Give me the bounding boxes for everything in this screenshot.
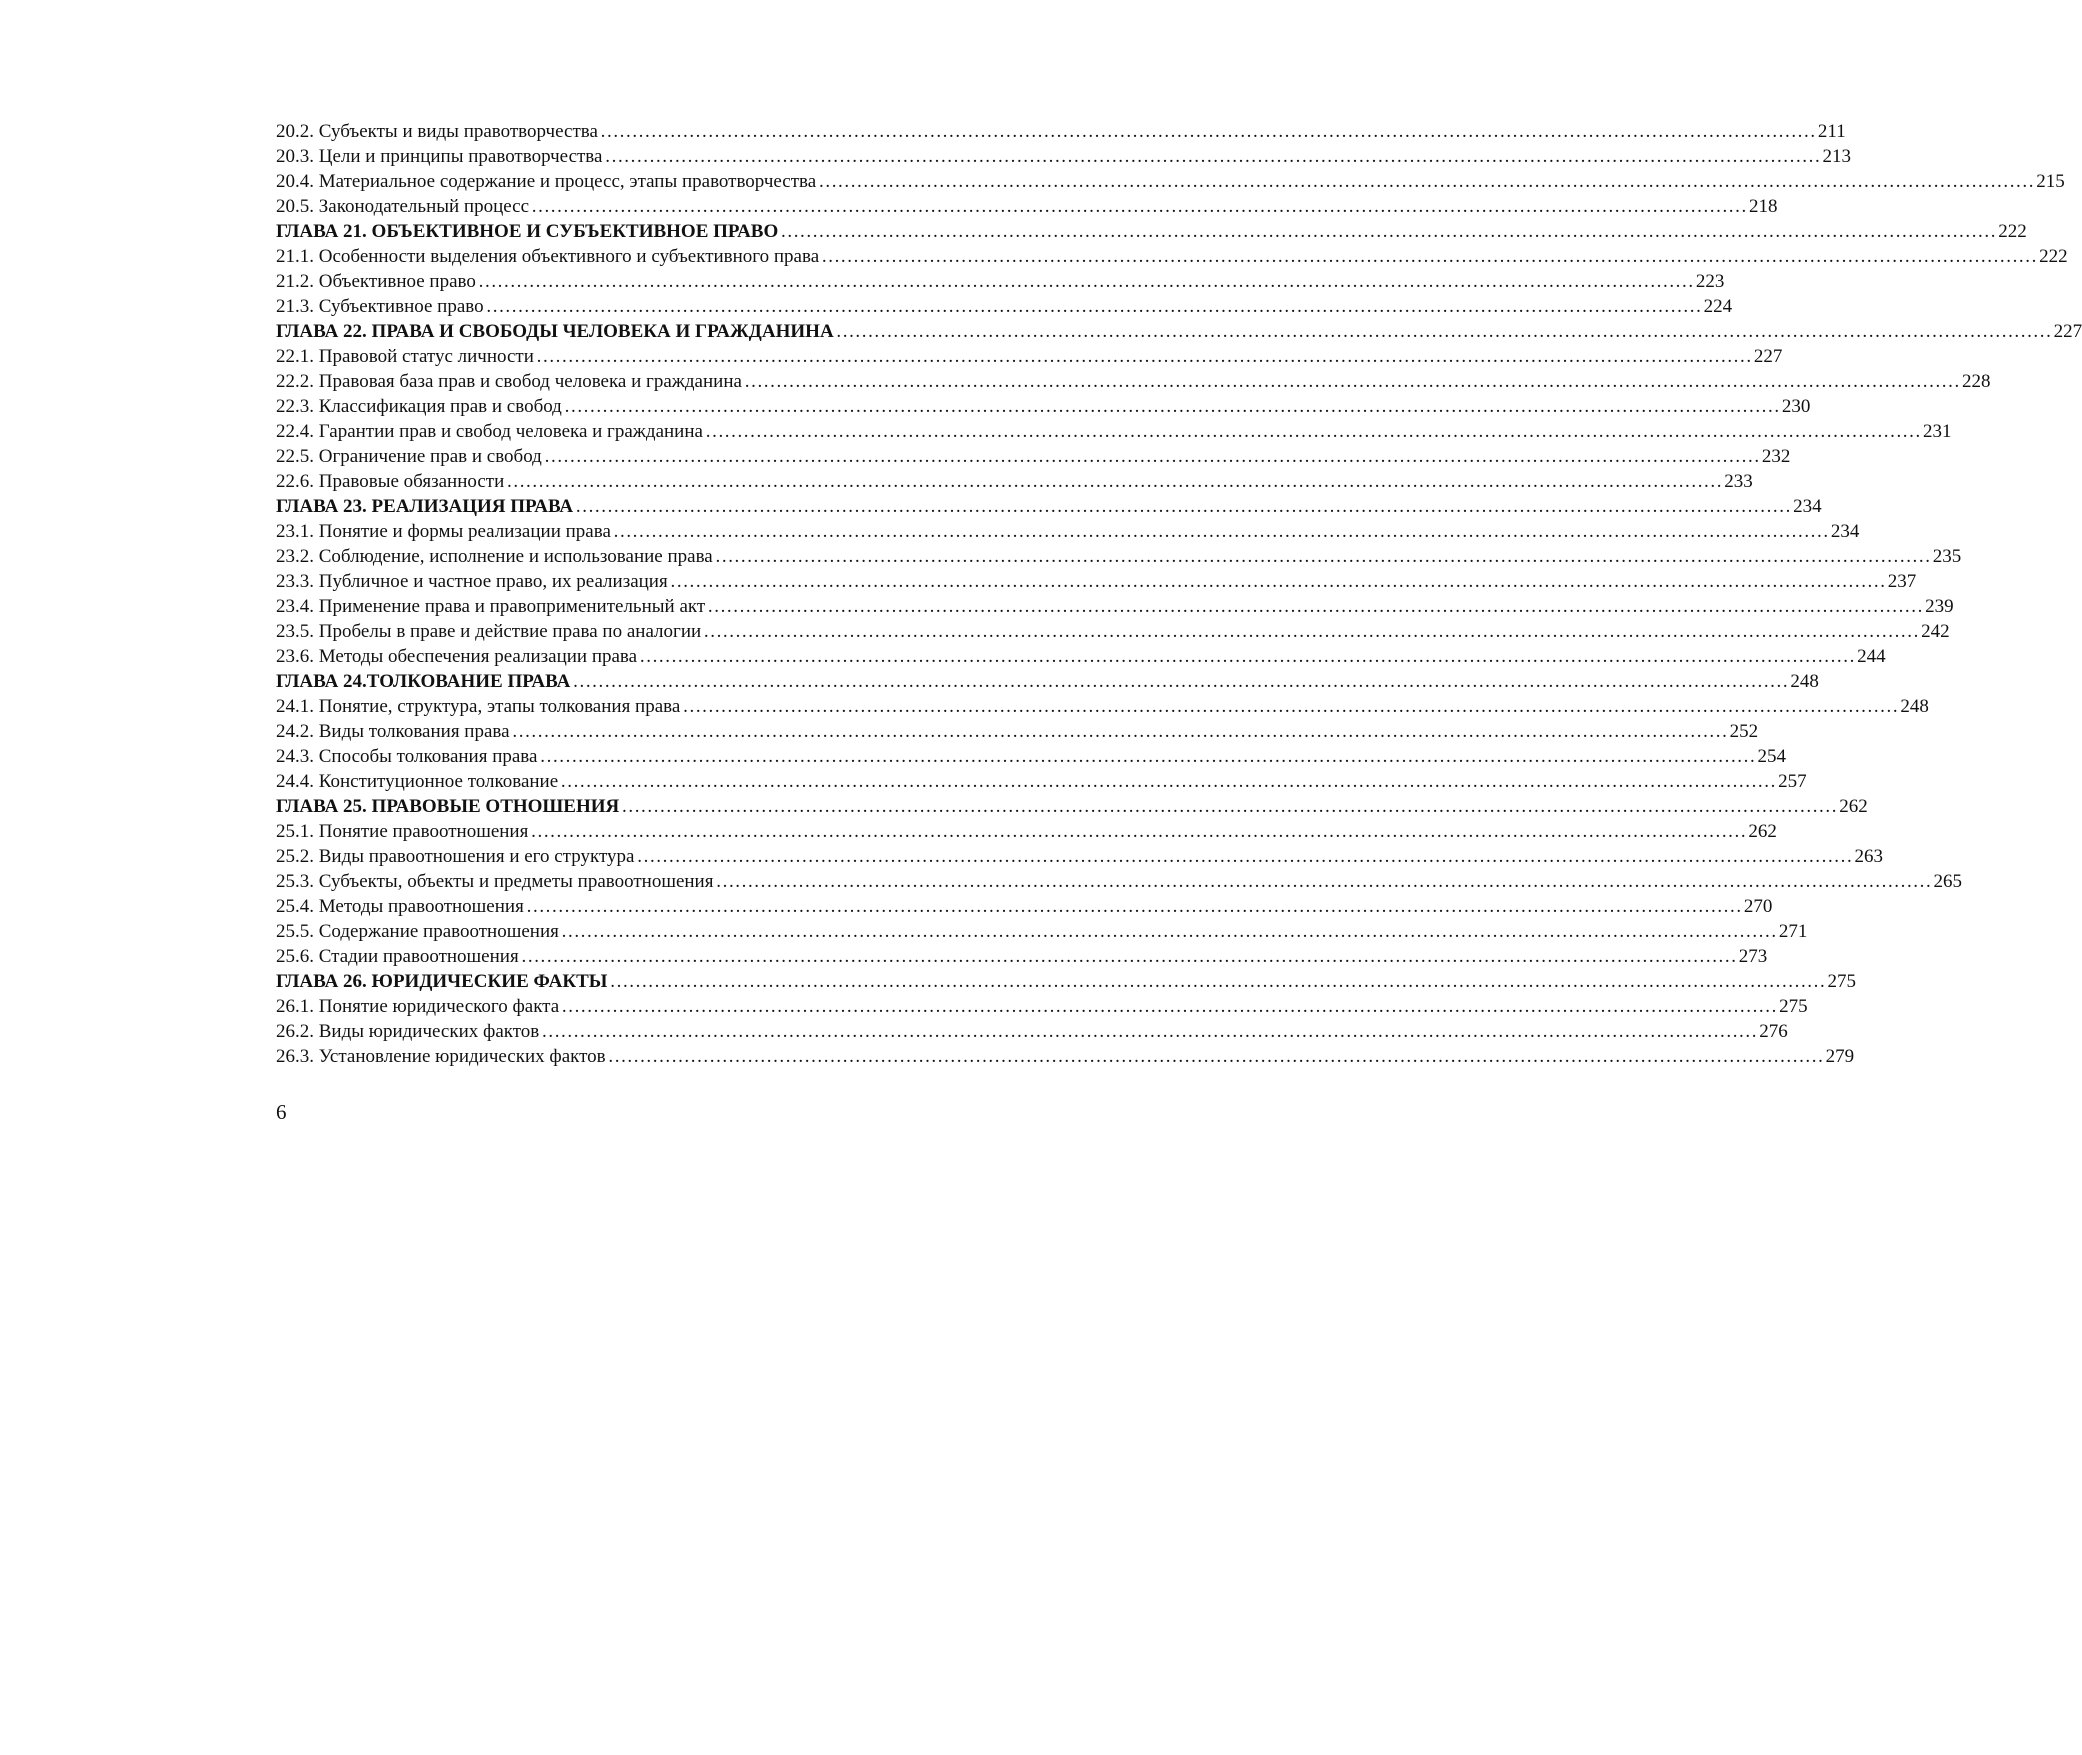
toc-entry-page: 227 [1753, 346, 1783, 367]
toc-entry-title: 21.3. Субъективное право [276, 296, 484, 317]
page-number: 6 [276, 1100, 287, 1124]
toc-entry-page: 223 [1695, 271, 1725, 292]
toc-section-row [276, 269, 1725, 294]
toc-dot-leader [600, 119, 1816, 144]
toc-entry-page: 213 [1822, 146, 1851, 167]
toc-entry-title: 23.4. Применение права и правоприменительный акт [276, 596, 706, 617]
toc-dot-leader [836, 319, 2052, 344]
toc-section-row [276, 344, 1783, 369]
toc-section-row [276, 1044, 1855, 1069]
toc-chapter-row [276, 319, 2082, 344]
toc-entry-title: 24.1. Понятие, структура, этапы толкования права [276, 696, 681, 717]
toc-entry-page: 211 [1817, 121, 1846, 142]
toc-entry-page: 215 [2036, 171, 2065, 192]
toc-entry-page: 262 [1839, 796, 1868, 817]
toc-section-row [276, 1019, 1788, 1044]
toc-dot-leader [639, 644, 1855, 669]
toc-entry-page: 232 [1761, 446, 1791, 467]
toc-dot-leader [707, 594, 1923, 619]
toc-section-row [276, 744, 1786, 769]
toc-entry-title: ГЛАВА 24.ТОЛКОВАНИЕ ПРАВА [276, 671, 571, 692]
toc-entry-page: 224 [1703, 296, 1733, 317]
toc-section-row [276, 944, 1768, 969]
toc-entry-page: 263 [1854, 846, 1883, 867]
toc-section-row [276, 394, 1811, 419]
toc-dot-leader [544, 444, 1760, 469]
toc-section-row [276, 544, 1962, 569]
toc-chapter-row [276, 494, 1822, 519]
toc-entry-title: 22.3. Классификация прав и свобод [276, 396, 562, 417]
toc-entry-page: 244 [1857, 646, 1886, 667]
toc-entry-page: 275 [1779, 996, 1808, 1017]
toc-dot-leader [526, 894, 1742, 919]
toc-entry-title: 25.5. Содержание правоотношения [276, 921, 559, 942]
toc-entry-page: 252 [1729, 721, 1759, 742]
toc-section-row [276, 419, 1952, 444]
toc-entry-page: 257 [1778, 771, 1807, 792]
toc-dot-leader [564, 394, 1780, 419]
toc-section-row [276, 694, 1929, 719]
toc-section-row [276, 519, 1860, 544]
toc-dot-leader [609, 969, 1825, 994]
toc-section-row [276, 919, 1808, 944]
toc-entry-title: ГЛАВА 23. РЕАЛИЗАЦИЯ ПРАВА [276, 496, 574, 517]
toc-section-row [276, 569, 1917, 594]
toc-section-row [276, 869, 1962, 894]
toc-entry-page: 271 [1778, 921, 1808, 942]
toc-chapter-row [276, 794, 1868, 819]
toc-entry-title: 23.2. Соблюдение, исполнение и использование права [276, 546, 713, 567]
toc-entry-title: 20.2. Субъекты и виды правотворчества [276, 121, 598, 142]
toc-section-row [276, 994, 1808, 1019]
toc-entry-page: 234 [1830, 521, 1860, 542]
toc-entry-title: 22.6. Правовые обязанности [276, 471, 505, 492]
toc-dot-leader [536, 344, 1752, 369]
toc-chapter-row [276, 969, 1856, 994]
toc-dot-leader [715, 869, 1931, 894]
toc-section-row [276, 194, 1778, 219]
table-of-contents [276, 119, 2082, 1069]
toc-entry-title: 20.5. Законодательный процесс [276, 196, 530, 217]
toc-entry-title: 21.1. Особенности выделения объективного и субъективного права [276, 246, 820, 267]
toc-entry-page: 222 [2039, 246, 2068, 267]
toc-section-row [276, 594, 1954, 619]
toc-section-row [276, 119, 1846, 144]
toc-entry-title: 23.6. Методы обеспечения реализации права [276, 646, 638, 667]
toc-dot-leader [715, 544, 1931, 569]
toc-entry-page: 231 [1922, 421, 1952, 442]
toc-chapter-row [276, 669, 1819, 694]
toc-entry-page: 218 [1749, 196, 1778, 217]
toc-chapter-row [276, 219, 2027, 244]
toc-dot-leader [705, 419, 1921, 444]
toc-entry-page: 233 [1724, 471, 1753, 492]
toc-dot-leader [682, 694, 1898, 719]
toc-entry-title: 25.2. Виды правоотношения и его структура [276, 846, 635, 867]
toc-entry-title: 22.4. Гарантии прав и свобод человека и гражданина [276, 421, 703, 442]
toc-entry-title: ГЛАВА 25. ПРАВОВЫЕ ОТНОШЕНИЯ [276, 796, 620, 817]
toc-entry-title: 22.1. Правовой статус личности [276, 346, 534, 367]
toc-section-row [276, 369, 1991, 394]
toc-section-row [276, 294, 1733, 319]
toc-dot-leader [703, 619, 1919, 644]
toc-entry-title: 25.6. Стадии правоотношения [276, 946, 519, 967]
toc-section-row [276, 644, 1886, 669]
toc-entry-title: 23.1. Понятие и формы реализации права [276, 521, 611, 542]
toc-dot-leader [530, 819, 1746, 844]
toc-dot-leader [521, 944, 1737, 969]
toc-dot-leader [572, 669, 1788, 694]
toc-entry-page: 276 [1759, 1021, 1788, 1042]
toc-dot-leader [478, 269, 1694, 294]
toc-section-row [276, 819, 1777, 844]
toc-section-row [276, 144, 1851, 169]
toc-dot-leader [539, 744, 1755, 769]
toc-section-row [276, 169, 2065, 194]
toc-entry-page: 227 [2053, 321, 2082, 342]
toc-dot-leader [486, 294, 1702, 319]
toc-section-row [276, 844, 1883, 869]
toc-dot-leader [541, 1019, 1757, 1044]
toc-entry-page: 230 [1781, 396, 1811, 417]
toc-entry-page: 262 [1748, 821, 1777, 842]
toc-entry-page: 254 [1757, 746, 1786, 767]
toc-dot-leader [506, 469, 1722, 494]
toc-section-row [276, 469, 1753, 494]
toc-entry-title: 25.3. Субъекты, объекты и предметы правоотношения [276, 871, 714, 892]
toc-entry-title: 24.2. Виды толкования права [276, 721, 510, 742]
toc-entry-page: 234 [1793, 496, 1822, 517]
toc-dot-leader [512, 719, 1728, 744]
toc-entry-page: 270 [1743, 896, 1773, 917]
toc-dot-leader [818, 169, 2034, 194]
toc-entry-page: 248 [1900, 696, 1929, 717]
toc-dot-leader [821, 244, 2037, 269]
toc-dot-leader [560, 769, 1776, 794]
toc-entry-title: 22.5. Ограничение прав и свобод [276, 446, 542, 467]
toc-entry-title: 26.3. Установление юридических фактов [276, 1046, 606, 1067]
toc-entry-title: ГЛАВА 26. ЮРИДИЧЕСКИЕ ФАКТЫ [276, 971, 608, 992]
toc-entry-page: 273 [1738, 946, 1768, 967]
toc-entry-title: 26.1. Понятие юридического факта [276, 996, 560, 1017]
toc-dot-leader [561, 919, 1777, 944]
toc-dot-leader [531, 194, 1747, 219]
toc-entry-title: 25.1. Понятие правоотношения [276, 821, 529, 842]
toc-entry-page: 279 [1825, 1046, 1855, 1067]
toc-section-row [276, 244, 2068, 269]
toc-entry-title: 21.2. Объективное право [276, 271, 476, 292]
toc-section-row [276, 444, 1791, 469]
toc-dot-leader [780, 219, 1996, 244]
toc-entry-page: 275 [1827, 971, 1856, 992]
toc-entry-title: 20.4. Материальное содержание и процесс, этапы правотворчества [276, 171, 817, 192]
toc-entry-title: 24.4. Конституционное толкование [276, 771, 559, 792]
toc-dot-leader [670, 569, 1886, 594]
toc-entry-title: 24.3. Способы толкования права [276, 746, 538, 767]
toc-section-row [276, 894, 1773, 919]
toc-entry-title: 20.3. Цели и принципы правотворчества [276, 146, 603, 167]
toc-dot-leader [575, 494, 1791, 519]
toc-section-row [276, 769, 1807, 794]
toc-entry-page: 235 [1932, 546, 1962, 567]
toc-entry-page: 239 [1925, 596, 1954, 617]
toc-entry-page: 237 [1887, 571, 1917, 592]
toc-dot-leader [613, 519, 1829, 544]
toc-entry-page: 265 [1933, 871, 1962, 892]
toc-dot-leader [621, 794, 1837, 819]
toc-dot-leader [561, 994, 1777, 1019]
toc-entry-title: 23.5. Пробелы в праве и действие права по аналогии [276, 621, 702, 642]
toc-dot-leader [636, 844, 1852, 869]
toc-dot-leader [744, 369, 1960, 394]
toc-section-row [276, 719, 1759, 744]
toc-section-row [276, 619, 1950, 644]
toc-entry-page: 222 [1998, 221, 2027, 242]
toc-entry-title: ГЛАВА 22. ПРАВА И СВОБОДЫ ЧЕЛОВЕКА И ГРАЖДАНИНА [276, 321, 834, 342]
toc-entry-title: 22.2. Правовая база прав и свобод человека и гражданина [276, 371, 742, 392]
toc-entry-page: 242 [1921, 621, 1950, 642]
toc-entry-page: 248 [1790, 671, 1819, 692]
toc-entry-title: 23.3. Публичное и частное право, их реализация [276, 571, 668, 592]
toc-dot-leader [604, 144, 1820, 169]
toc-entry-page: 228 [1961, 371, 1991, 392]
toc-entry-title: 26.2. Виды юридических фактов [276, 1021, 540, 1042]
toc-entry-title: 25.4. Методы правоотношения [276, 896, 524, 917]
toc-dot-leader [608, 1044, 1824, 1069]
toc-entry-title: ГЛАВА 21. ОБЪЕКТИВНОЕ И СУБЪЕКТИВНОЕ ПРАВО [276, 221, 779, 242]
